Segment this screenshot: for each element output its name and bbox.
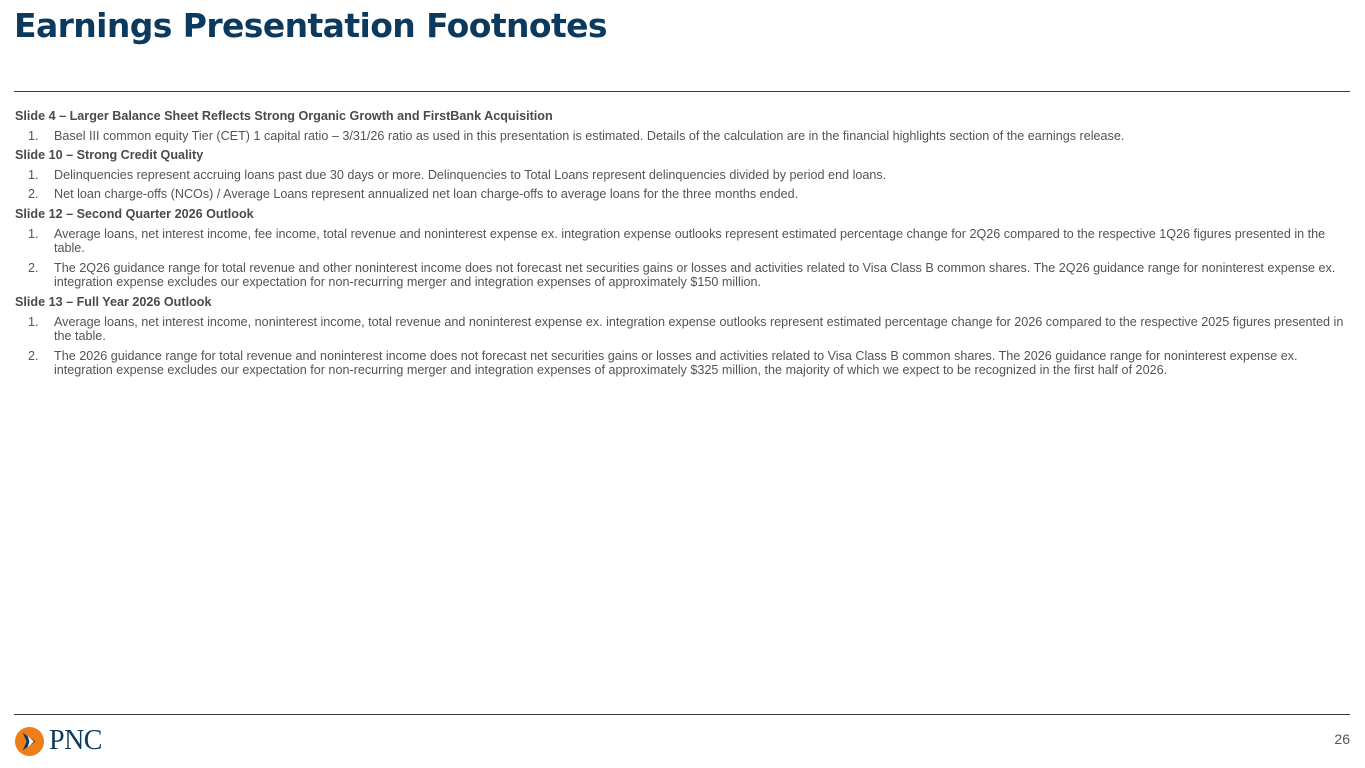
footnote-number: 1.	[28, 226, 39, 241]
pnc-logo-icon	[14, 726, 45, 757]
section-heading: Slide 12 – Second Quarter 2026 Outlook	[15, 206, 254, 221]
footnote-text: Net loan charge-offs (NCOs) / Average Loans represent annualized net loan charge-offs to average loans for the three months ended.	[54, 187, 799, 202]
footnote-section	[15, 107, 1351, 146]
footnote-item	[15, 166, 1351, 186]
footnote-section	[15, 293, 1351, 381]
page-title: Earnings Presentation Footnotes	[14, 6, 607, 45]
footnote-item	[15, 225, 1351, 259]
footnote-item	[15, 259, 1351, 293]
footnote-number: 1.	[28, 167, 39, 182]
pnc-logo	[14, 725, 102, 757]
footnote-text: The 2026 guidance range for total revenue and noninterest income does not forecast net securities gains or losses and activities related to Visa Class B common shares. The 2026 guidance range for noninterest expense ex. integration expense excludes our expectation for non-recurring merger and integration expenses of approximately $325 million, the majority of which we expect to be recognized in the first half of 2026.	[54, 348, 1298, 378]
footnote-list	[15, 127, 1351, 147]
footnote-text: Basel III common equity Tier (CET) 1 capital ratio – 3/31/26 ratio as used in this presentation is estimated. Details of the calculation are in the financial highlights section of the earnings release.	[54, 128, 1125, 143]
section-heading: Slide 13 – Full Year 2026 Outlook	[15, 294, 212, 309]
footnote-number: 2.	[28, 348, 39, 363]
footnote-list	[15, 225, 1351, 293]
footnote-list	[15, 166, 1351, 205]
footnote-section	[15, 146, 1351, 205]
footnote-number: 2.	[28, 260, 39, 275]
logo-wordmark: PNC	[49, 725, 102, 756]
footnote-item	[15, 127, 1351, 147]
footnote-text: Average loans, net interest income, noninterest income, total revenue and noninterest expense ex. integration expense outlooks represent estimated percentage change for 2026 compared to the respective 2025 figures presented in the table.	[54, 314, 1344, 344]
footnote-text: Delinquencies represent accruing loans past due 30 days or more. Delinquencies to Total Loans represent delinquencies divided by period end loans.	[54, 167, 887, 182]
footnote-number: 1.	[28, 128, 39, 143]
footnote-item	[15, 347, 1351, 381]
footnote-item	[15, 313, 1351, 347]
footnotes-body	[15, 107, 1351, 381]
footer-divider	[14, 714, 1350, 715]
footnote-number: 2.	[28, 187, 39, 202]
header-divider	[14, 91, 1350, 92]
section-heading: Slide 4 – Larger Balance Sheet Reflects Strong Organic Growth and FirstBank Acquisition	[15, 109, 553, 123]
footnote-item	[15, 185, 1351, 205]
footnote-number: 1.	[28, 314, 39, 329]
footnote-section	[15, 205, 1351, 293]
footnote-text: The 2Q26 guidance range for total revenue and other noninterest income does not forecast net securities gains or losses and activities related to Visa Class B common shares. The 2Q26 guidance range for noninterest expense ex. integration expense excludes our expectation for non-recurring merger and integration expenses of approximately $150 million.	[54, 260, 1336, 290]
footnote-list	[15, 313, 1351, 381]
section-heading: Slide 10 – Strong Credit Quality	[15, 148, 204, 163]
page-number: 26	[1334, 731, 1350, 747]
footnote-text: Average loans, net interest income, fee income, total revenue and noninterest expense ex. integration expense outlooks represent estimated percentage change for 2Q26 compared to the respective 1Q26 figures presented in the table.	[54, 226, 1326, 256]
